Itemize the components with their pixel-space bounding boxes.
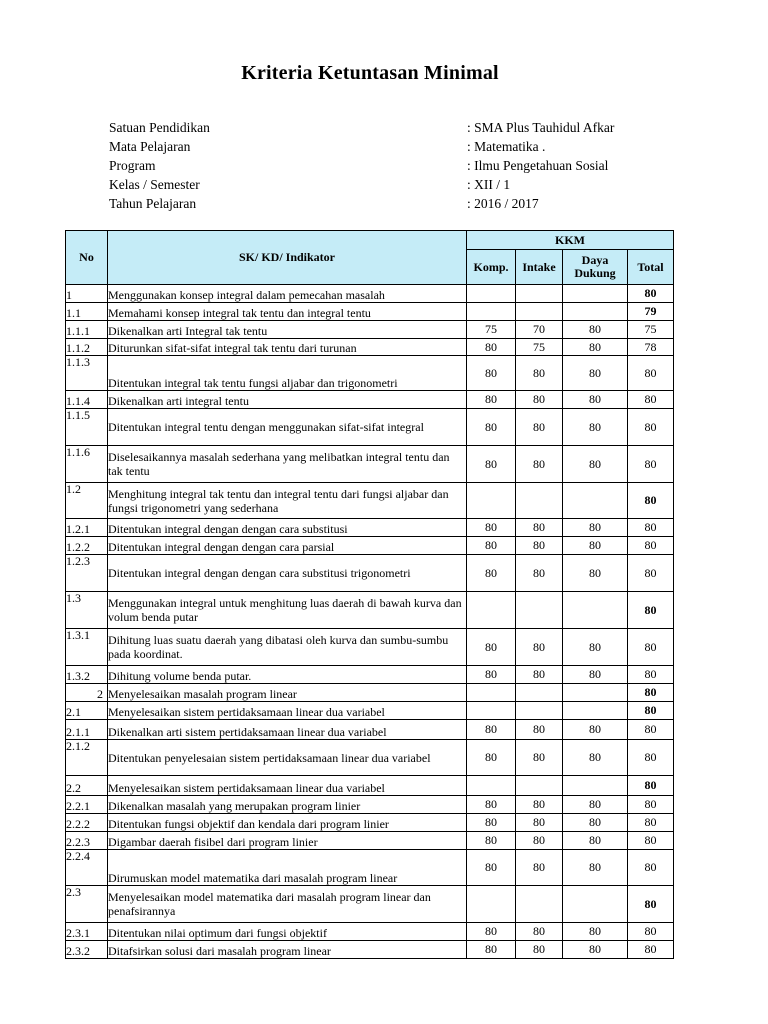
info-label: Program	[109, 158, 156, 173]
row-intake: 80	[516, 356, 563, 391]
row-komp	[467, 592, 516, 629]
info-value: : XII / 1	[467, 177, 511, 192]
row-no: 1.2.1	[66, 519, 108, 537]
row-desc: Menggunakan konsep integral dalam pemecahan masalah	[108, 285, 467, 303]
row-intake	[516, 702, 563, 720]
row-no: 2.2	[66, 776, 108, 796]
table-row	[66, 537, 674, 555]
row-intake	[516, 592, 563, 629]
row-desc: Ditentukan integral dengan dengan cara substitusi trigonometri	[108, 555, 467, 592]
row-total: 78	[628, 339, 674, 356]
table-row	[66, 391, 674, 409]
row-desc: Dikenalkan masalah yang merupakan program linier	[108, 796, 467, 814]
row-desc: Dikenalkan arti integral tentu	[108, 391, 467, 409]
row-komp: 80	[467, 391, 516, 409]
row-intake: 80	[516, 629, 563, 666]
info-row	[109, 137, 689, 156]
row-komp: 80	[467, 519, 516, 537]
row-desc: Dikenalkan arti Integral tak tentu	[108, 321, 467, 339]
row-desc: Diselesaikannya masalah sederhana yang melibatkan integral tentu dan tak tentu	[108, 446, 467, 483]
info-row	[109, 175, 689, 194]
info-value: : 2016 / 2017	[467, 196, 539, 211]
row-desc: Ditentukan integral dengan dengan cara substitusi	[108, 519, 467, 537]
row-intake: 80	[516, 409, 563, 446]
row-no: 1.3	[66, 592, 108, 629]
row-total: 80	[628, 555, 674, 592]
info-row	[109, 194, 689, 213]
row-no: 1.1.3	[66, 356, 108, 391]
row-daya-dukung	[563, 702, 628, 720]
row-desc: Dihitung luas suatu daerah yang dibatasi oleh kurva dan sumbu-sumbu pada koordinat.	[108, 629, 467, 666]
row-no: 2.2.2	[66, 814, 108, 832]
table-row	[66, 923, 674, 941]
row-daya-dukung	[563, 303, 628, 321]
row-desc: Memahami konsep integral tak tentu dan integral tentu	[108, 303, 467, 321]
row-desc: Ditentukan integral dengan dengan cara parsial	[108, 537, 467, 555]
row-daya-dukung: 80	[563, 629, 628, 666]
row-komp	[467, 702, 516, 720]
row-intake: 80	[516, 941, 563, 959]
row-intake	[516, 303, 563, 321]
header-total: Total	[628, 250, 674, 285]
row-komp: 75	[467, 321, 516, 339]
table-row	[66, 720, 674, 740]
row-desc: Menghitung integral tak tentu dan integral tentu dari fungsi aljabar dan fungsi trigonometri yang sederhana	[108, 483, 467, 519]
row-intake: 80	[516, 666, 563, 684]
row-intake: 80	[516, 832, 563, 850]
row-total: 80	[628, 702, 674, 720]
row-daya-dukung: 80	[563, 356, 628, 391]
table-row	[66, 886, 674, 923]
row-komp: 80	[467, 629, 516, 666]
table-row	[66, 814, 674, 832]
row-no: 1.1.1	[66, 321, 108, 339]
row-komp	[467, 483, 516, 519]
table-row	[66, 850, 674, 886]
row-desc: Dikenalkan arti sistem pertidaksamaan linear dua variabel	[108, 720, 467, 740]
row-total: 80	[628, 537, 674, 555]
table-row	[66, 832, 674, 850]
row-daya-dukung	[563, 886, 628, 923]
row-no: 2.2.1	[66, 796, 108, 814]
row-desc: Ditentukan integral tentu dengan menggunakan sifat-sifat integral	[108, 409, 467, 446]
info-label: Tahun Pelajaran	[109, 196, 197, 211]
row-komp: 80	[467, 740, 516, 776]
row-komp: 80	[467, 339, 516, 356]
row-komp: 80	[467, 941, 516, 959]
info-block	[109, 118, 689, 213]
row-desc: Menggunakan integral untuk menghitung luas daerah di bawah kurva dan volum benda putar	[108, 592, 467, 629]
table-row	[66, 285, 674, 303]
info-row	[109, 118, 689, 137]
table-row	[66, 666, 674, 684]
row-daya-dukung	[563, 684, 628, 702]
row-no: 1.1.4	[66, 391, 108, 409]
row-komp: 80	[467, 446, 516, 483]
row-total: 80	[628, 592, 674, 629]
row-daya-dukung	[563, 483, 628, 519]
row-desc: Menyelesaikan model matematika dari masalah program linear dan penafsirannya	[108, 886, 467, 923]
table-row	[66, 684, 674, 702]
row-daya-dukung: 80	[563, 446, 628, 483]
row-total: 80	[628, 776, 674, 796]
row-desc: Ditentukan nilai optimum dari fungsi objektif	[108, 923, 467, 941]
row-total: 80	[628, 850, 674, 886]
row-intake	[516, 684, 563, 702]
row-total: 80	[628, 285, 674, 303]
row-komp	[467, 886, 516, 923]
row-no: 2.2.4	[66, 850, 108, 886]
row-intake	[516, 776, 563, 796]
row-daya-dukung: 80	[563, 391, 628, 409]
row-total: 80	[628, 483, 674, 519]
row-komp: 80	[467, 666, 516, 684]
row-total: 80	[628, 832, 674, 850]
row-total: 80	[628, 629, 674, 666]
row-daya-dukung: 80	[563, 339, 628, 356]
row-total: 80	[628, 740, 674, 776]
row-no: 2.3	[66, 886, 108, 923]
row-total: 80	[628, 923, 674, 941]
row-no: 1.2.2	[66, 537, 108, 555]
header-no: No	[66, 231, 108, 285]
table-row	[66, 519, 674, 537]
row-daya-dukung: 80	[563, 923, 628, 941]
row-komp: 80	[467, 720, 516, 740]
row-intake: 80	[516, 850, 563, 886]
row-no: 2	[66, 684, 108, 702]
info-row	[109, 156, 689, 175]
row-desc: Ditentukan integral tak tentu fungsi aljabar dan trigonometri	[108, 356, 467, 391]
row-intake: 80	[516, 720, 563, 740]
row-no: 2.3.2	[66, 941, 108, 959]
row-no: 2.3.1	[66, 923, 108, 941]
row-no: 1.1.5	[66, 409, 108, 446]
row-no: 1.1.6	[66, 446, 108, 483]
row-intake	[516, 483, 563, 519]
row-daya-dukung: 80	[563, 720, 628, 740]
row-intake	[516, 285, 563, 303]
row-no: 1	[66, 285, 108, 303]
row-total: 75	[628, 321, 674, 339]
row-daya-dukung: 80	[563, 814, 628, 832]
row-total: 80	[628, 720, 674, 740]
row-intake: 80	[516, 796, 563, 814]
row-komp: 80	[467, 537, 516, 555]
info-value: : SMA Plus Tauhidul Afkar	[467, 120, 615, 135]
row-daya-dukung: 80	[563, 519, 628, 537]
row-no: 1.1	[66, 303, 108, 321]
row-desc: Menyelesaikan sistem pertidaksamaan linear dua variabel	[108, 702, 467, 720]
table-row	[66, 446, 674, 483]
header-intake: Intake	[516, 250, 563, 285]
info-label: Mata Pelajaran	[109, 139, 191, 154]
table-row	[66, 702, 674, 720]
row-total: 80	[628, 796, 674, 814]
row-daya-dukung: 80	[563, 666, 628, 684]
row-desc: Diturunkan sifat-sifat integral tak tentu dari turunan	[108, 339, 467, 356]
table-row	[66, 592, 674, 629]
row-daya-dukung: 80	[563, 555, 628, 592]
row-desc: Dirumuskan model matematika dari masalah program linear	[108, 850, 467, 886]
row-intake: 80	[516, 923, 563, 941]
row-komp	[467, 684, 516, 702]
row-total: 80	[628, 356, 674, 391]
header-sk-kd-indikator: SK/ KD/ Indikator	[108, 231, 467, 285]
table-row	[66, 629, 674, 666]
row-total: 80	[628, 684, 674, 702]
row-intake	[516, 886, 563, 923]
row-daya-dukung	[563, 285, 628, 303]
row-komp: 80	[467, 356, 516, 391]
row-no: 2.2.3	[66, 832, 108, 850]
row-no: 2.1.2	[66, 740, 108, 776]
row-daya-dukung: 80	[563, 796, 628, 814]
row-intake: 80	[516, 814, 563, 832]
row-total: 80	[628, 886, 674, 923]
row-komp: 80	[467, 850, 516, 886]
row-intake: 80	[516, 519, 563, 537]
row-intake: 80	[516, 740, 563, 776]
row-komp: 80	[467, 555, 516, 592]
row-intake: 80	[516, 555, 563, 592]
kkm-table	[65, 230, 674, 959]
row-desc: Dihitung volume benda putar.	[108, 666, 467, 684]
row-no: 2.1.1	[66, 720, 108, 740]
info-value: : Ilmu Pengetahuan Sosial	[467, 158, 609, 173]
row-no: 1.3.1	[66, 629, 108, 666]
row-intake: 75	[516, 339, 563, 356]
table-row	[66, 356, 674, 391]
table-row	[66, 303, 674, 321]
row-daya-dukung: 80	[563, 409, 628, 446]
table-row	[66, 555, 674, 592]
info-label: Satuan Pendidikan	[109, 120, 210, 135]
table-row	[66, 409, 674, 446]
row-intake: 80	[516, 391, 563, 409]
row-komp: 80	[467, 796, 516, 814]
table-row	[66, 321, 674, 339]
row-intake: 80	[516, 537, 563, 555]
row-total: 80	[628, 409, 674, 446]
row-total: 80	[628, 666, 674, 684]
row-daya-dukung	[563, 776, 628, 796]
row-daya-dukung: 80	[563, 321, 628, 339]
row-no: 1.2.3	[66, 555, 108, 592]
row-total: 80	[628, 941, 674, 959]
row-total: 80	[628, 814, 674, 832]
row-total: 79	[628, 303, 674, 321]
row-komp	[467, 285, 516, 303]
row-daya-dukung: 80	[563, 740, 628, 776]
table-row	[66, 483, 674, 519]
row-daya-dukung: 80	[563, 941, 628, 959]
header-komp: Komp.	[467, 250, 516, 285]
row-no: 2.1	[66, 702, 108, 720]
info-label: Kelas / Semester	[109, 177, 200, 192]
row-komp: 80	[467, 832, 516, 850]
row-daya-dukung	[563, 592, 628, 629]
row-desc: Ditentukan fungsi objektif dan kendala dari program linier	[108, 814, 467, 832]
table-row	[66, 740, 674, 776]
info-value: : Matematika .	[467, 139, 546, 154]
row-komp	[467, 303, 516, 321]
row-komp: 80	[467, 814, 516, 832]
row-no: 1.2	[66, 483, 108, 519]
header-daya-dukung: Daya Dukung	[563, 250, 628, 285]
row-desc: Menyelesaikan sistem pertidaksamaan linear dua variabel	[108, 776, 467, 796]
row-desc: Ditafsirkan solusi dari masalah program linear	[108, 941, 467, 959]
row-desc: Menyelesaikan masalah program linear	[108, 684, 467, 702]
page-title: Kriteria Ketuntasan Minimal	[241, 62, 499, 84]
row-daya-dukung: 80	[563, 832, 628, 850]
row-komp: 80	[467, 923, 516, 941]
row-daya-dukung: 80	[563, 850, 628, 886]
row-total: 80	[628, 446, 674, 483]
table-row	[66, 941, 674, 959]
row-total: 80	[628, 519, 674, 537]
row-komp	[467, 776, 516, 796]
row-total: 80	[628, 391, 674, 409]
row-desc: Digambar daerah fisibel dari program linier	[108, 832, 467, 850]
row-daya-dukung: 80	[563, 537, 628, 555]
table-row	[66, 339, 674, 356]
row-no: 1.1.2	[66, 339, 108, 356]
row-no: 1.3.2	[66, 666, 108, 684]
table-row	[66, 796, 674, 814]
table-row	[66, 776, 674, 796]
row-desc: Ditentukan penyelesaian sistem pertidaksamaan linear dua variabel	[108, 740, 467, 776]
header-kkm: KKM	[467, 231, 674, 250]
row-komp: 80	[467, 409, 516, 446]
row-intake: 70	[516, 321, 563, 339]
row-intake: 80	[516, 446, 563, 483]
